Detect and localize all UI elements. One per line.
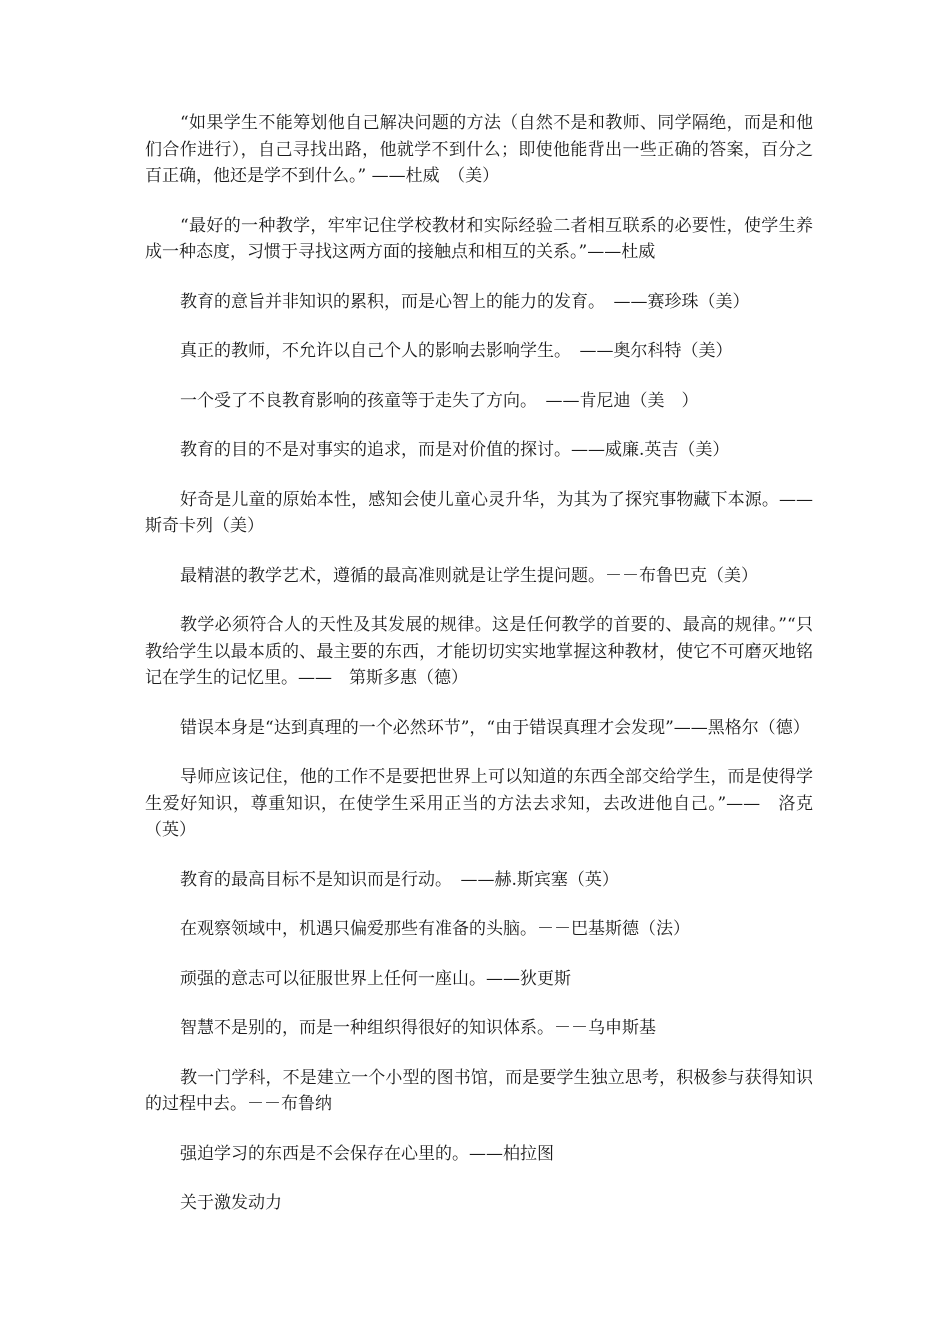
section-heading-motivation: 关于激发动力	[180, 1193, 282, 1213]
paragraph-quote-dewey-2: “最好的一种教学，牢牢记住学校教材和实际经验二者相互联系的必要性，使学生养成一种态度，习惯于寻找这两方面的接触点和相互的关系。”——杜威	[145, 215, 813, 262]
paragraph-quote-pearl-buck: 教育的意旨并非知识的累积，而是心智上的能力的发育。 ——赛珍珠（美）	[180, 291, 750, 312]
paragraph-quote-locke: 导师应该记住，他的工作不是要把世界上可以知道的东西全部交给学生，而是使得学生爱好知识，尊重知识，在使学生采用正当的方法去求知，去改进他自己。”—— 洛克（英）	[145, 767, 813, 840]
paragraph-quote-alcott: 真正的教师，不允许以自己个人的影响去影响学生。 ——奥尔科特（美）	[180, 341, 733, 361]
paragraph-quote-kennedy: 一个受了不良教育影响的孩童等于走失了方向。 ——肯尼迪（美 ）	[180, 390, 699, 411]
paragraph-quote-bruner: 教一门学科，不是建立一个小型的图书馆，而是要学生独立思考，积极参与获得知识的过程中去。－－布鲁纳	[145, 1067, 813, 1114]
paragraph-quote-hegel: 错误本身是“达到真理的一个必然环节”，“由于错误真理才会发现”——黑格尔（德）	[180, 717, 810, 738]
paragraph-quote-brubacher: 最精湛的教学艺术，遵循的最高准则就是让学生提问题。－－布鲁巴克（美）	[180, 565, 758, 586]
paragraph-quote-inge: 教育的目的不是对事实的追求，而是对价值的探讨。——威廉.英吉（美）	[180, 440, 730, 460]
paragraph-quote-plato: 强迫学习的东西是不会保存在心里的。——柏拉图	[180, 1143, 554, 1164]
paragraph-quote-skikaliev: 好奇是儿童的原始本性，感知会使儿童心灵升华，为其为了探究事物藏下本源。——斯奇卡列（美）	[145, 489, 813, 536]
paragraph-quote-diesterweg: 教学必须符合人的天性及其发展的规律。这是任何教学的首要的、最高的规律。”“只教给学生以最本质的、最主要的东西，才能切切实实地掌握这种教材，使它不可磨灭地铭记在学生的记忆里。—— 第斯多惠（德）	[145, 615, 813, 688]
paragraph-quote-pasteur: 在观察领域中，机遇只偏爱那些有准备的头脑。－－巴基斯德（法）	[180, 919, 690, 939]
document-body	[145, 110, 813, 1217]
paragraph-quote-dewey-1: “如果学生不能筹划他自己解决问题的方法（自然不是和教师、同学隔绝，而是和他们合作进行），自己寻找出路，他就学不到什么；即使他能背出一些正确的答案，百分之百正确，他还是学不到什么。” ——杜威 （美）	[145, 113, 813, 186]
paragraph-quote-ushinsky: 智慧不是别的，而是一种组织得很好的知识体系。－－乌申斯基	[180, 1018, 656, 1038]
paragraph-quote-dickens: 顽强的意志可以征服世界上任何一座山。——狄更斯	[180, 968, 571, 989]
paragraph-quote-spencer: 教育的最高目标不是知识而是行动。 ——赫.斯宾塞（英）	[180, 869, 619, 890]
